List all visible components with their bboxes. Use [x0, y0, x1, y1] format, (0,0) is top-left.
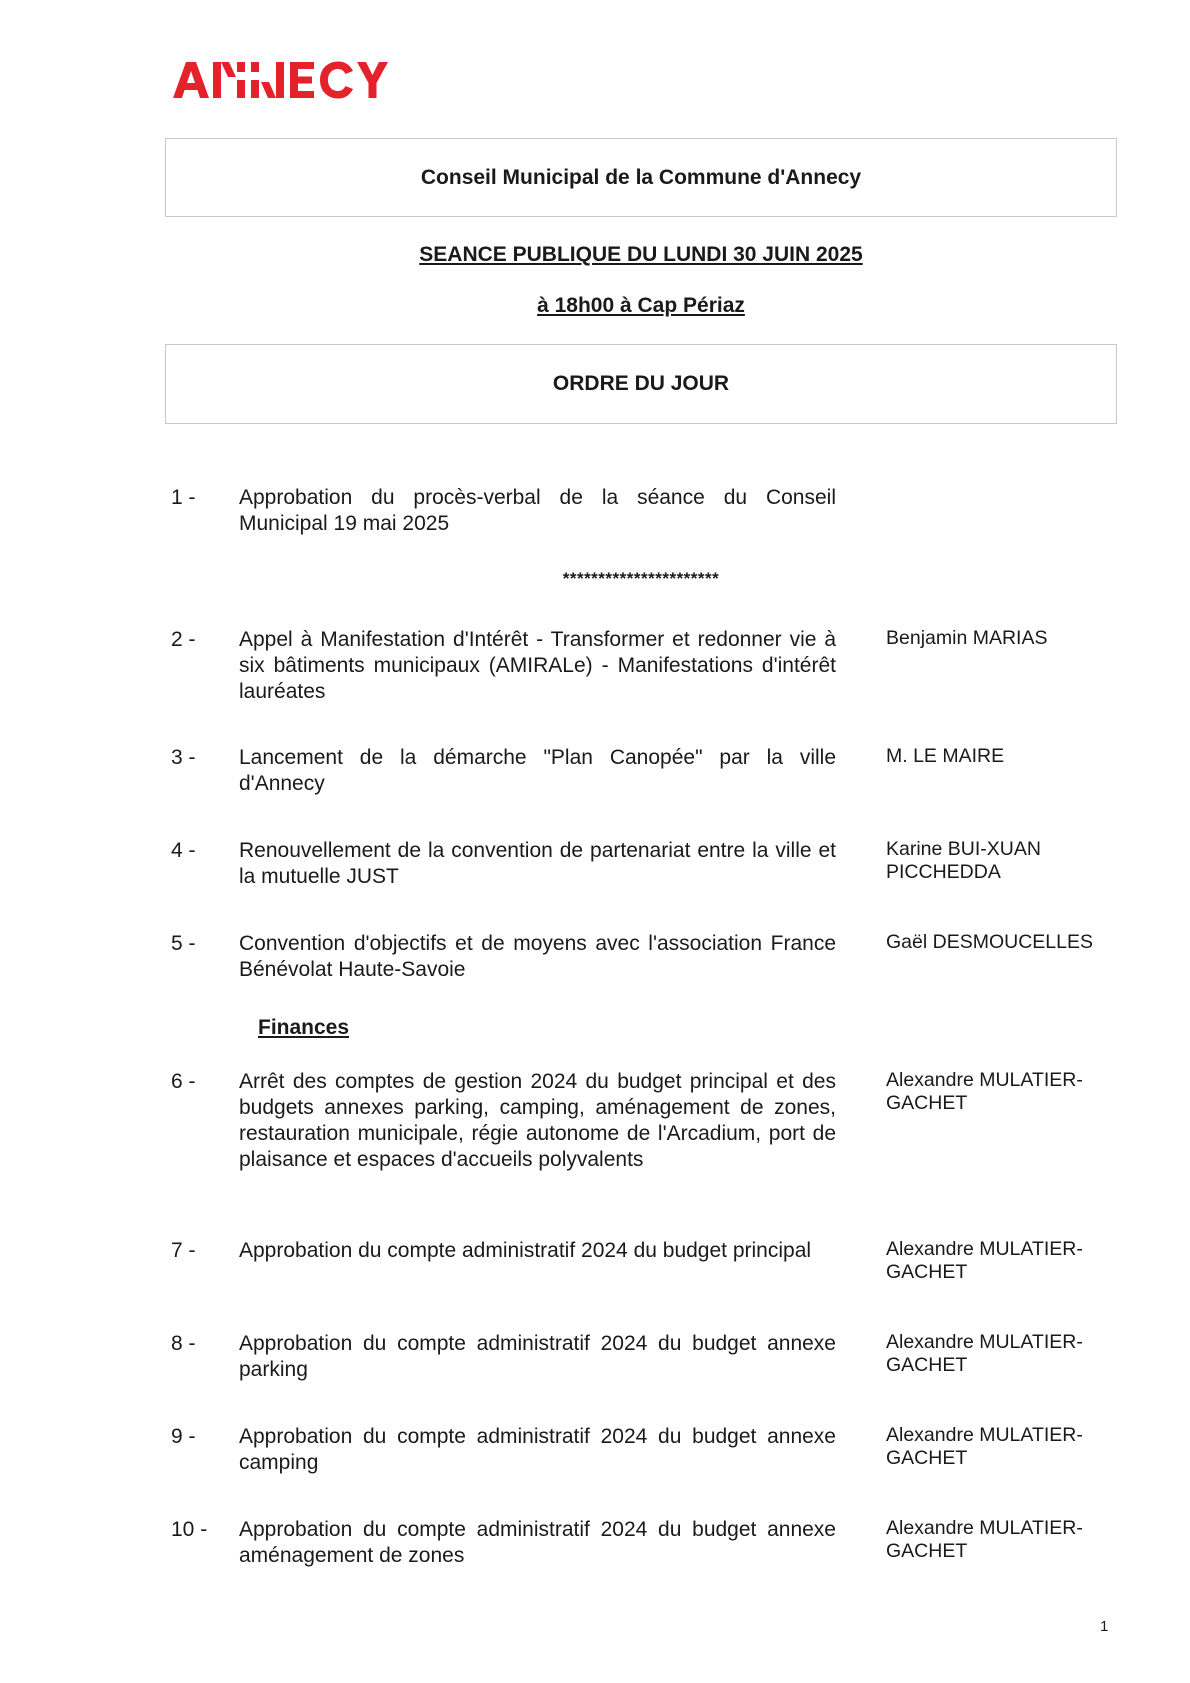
- item-text: Lancement de la démarche "Plan Canopée" par la ville d'Annecy: [239, 746, 836, 795]
- section-finances: Finances: [258, 1016, 350, 1039]
- page-number: 1: [1100, 1618, 1109, 1635]
- item-number: 7 -: [171, 1239, 196, 1262]
- item-text: Arrêt des comptes de gestion 2024 du budget principal et des budgets annexes parking, camping, aménagement de zones, restauration municipale, régie autonome de l'Arcadium, port de plaisance et espaces d'accueils polyvalents: [239, 1070, 836, 1171]
- item-rapporteur: Benjamin MARIAS: [886, 627, 1048, 649]
- item-rapporteur: Karine BUI-XUAN PICCHEDDA: [886, 838, 1041, 883]
- item-number: 3 -: [171, 746, 196, 769]
- agenda-title-box: [165, 344, 1117, 424]
- item-text: Appel à Manifestation d'Intérêt - Transformer et redonner vie à six bâtiments municipaux (AMIRALe) - Manifestations d'intérêt lauréates: [239, 628, 836, 703]
- item-rapporteur: M. LE MAIRE: [886, 745, 1005, 767]
- item-rapporteur: Alexandre MULATIER-GACHET: [886, 1069, 1083, 1114]
- item-number: 1 -: [171, 486, 196, 509]
- session-title: SEANCE PUBLIQUE DU LUNDI 30 JUIN 2025: [419, 243, 863, 266]
- item-text: Approbation du compte administratif 2024 du budget principal: [239, 1239, 812, 1262]
- item-text: Renouvellement de la convention de partenariat entre la ville et la mutuelle JUST: [239, 839, 836, 888]
- item-number: 10 -: [171, 1518, 208, 1541]
- item-number: 8 -: [171, 1332, 196, 1355]
- annecy-logo: [173, 58, 403, 108]
- item-text: Approbation du procès-verbal de la séance du Conseil Municipal 19 mai 2025: [239, 486, 836, 535]
- item-number: 4 -: [171, 839, 196, 862]
- item-text: Convention d'objectifs et de moyens avec l'association France Bénévolat Haute-Savoie: [239, 932, 836, 981]
- session-time-place: à 18h00 à Cap Périaz: [537, 294, 745, 317]
- item-number: 6 -: [171, 1070, 196, 1093]
- item-text: Approbation du compte administratif 2024 du budget annexe parking: [239, 1332, 836, 1381]
- item-rapporteur: Alexandre MULATIER-GACHET: [886, 1238, 1083, 1283]
- item-rapporteur: Gaël DESMOUCELLES: [886, 931, 1093, 953]
- item-number: 9 -: [171, 1425, 196, 1448]
- item-rapporteur: Alexandre MULATIER-GACHET: [886, 1517, 1083, 1562]
- council-title-box: [165, 138, 1117, 217]
- item-rapporteur: Alexandre MULATIER-GACHET: [886, 1331, 1083, 1376]
- agenda-title: ORDRE DU JOUR: [552, 372, 730, 395]
- council-title: Conseil Municipal de la Commune d'Annecy: [420, 165, 862, 189]
- item-number: 2 -: [171, 628, 196, 651]
- item-text: Approbation du compte administratif 2024 du budget annexe aménagement de zones: [239, 1518, 836, 1567]
- separator-stars: **********************: [562, 569, 720, 588]
- item-number: 5 -: [171, 932, 196, 955]
- item-text: Approbation du compte administratif 2024 du budget annexe camping: [239, 1425, 836, 1474]
- item-rapporteur: Alexandre MULATIER-GACHET: [886, 1424, 1083, 1469]
